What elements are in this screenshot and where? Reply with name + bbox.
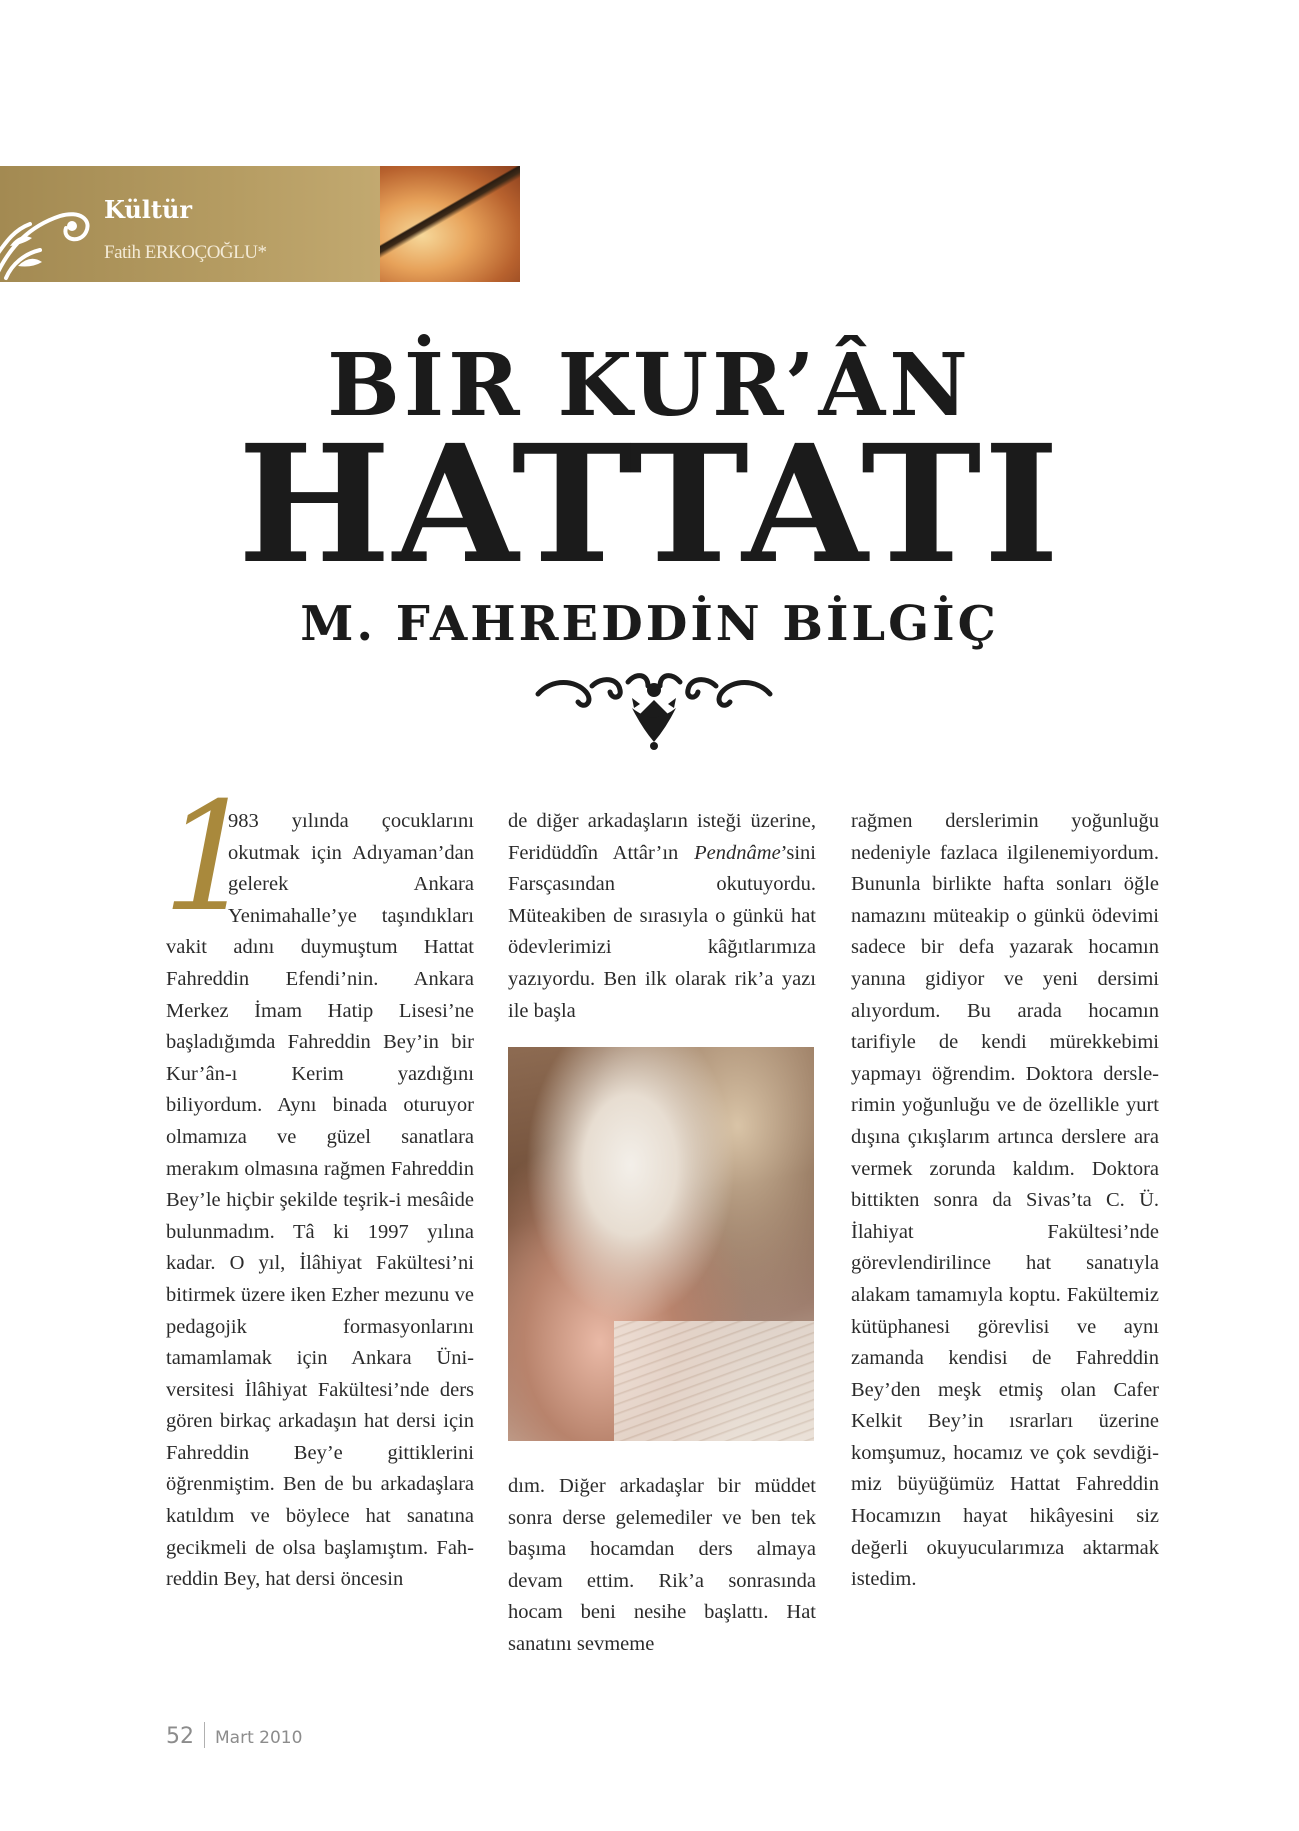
header-pen-image [380, 166, 520, 282]
footer-divider [204, 1722, 205, 1748]
drop-cap: 1 [162, 771, 258, 945]
calligrapher-photo [508, 1047, 814, 1441]
text-run: de diğer arkadaşların isteği üzerine, Feridüddîn Attâr’ın [508, 810, 816, 864]
article-column-1 [162, 771, 474, 1596]
article-paragraph: 983 yılında çocuklarını okutmak için Adıyaman’dan gelerek Ankara Yenimahalle’ye taşındıkları vakit adını duymuştum Hattat Fahreddin Efendi’nin. Ankara Merkez İmam Hatip Lisesi’ne başladığımda Fahreddin Bey’in bir Kur’ân-ı Kerim yazdığını biliyordum. Aynı binada oturuyor olmamıza ve güzel sanatlara merakım olmasına rağmen Fahreddin Bey’le hiçbir şekilde teşrik-i mesâide bulunmadım. Tâ ki 1997 yılına kadar. O yıl, İlâhiyat Fakültesi’ni bitirmek üzere iken Ezher mezunu ve pedagojik formasyonlarını tamamlamak için Ankara Üniversitesi İlâhiyat Fakültesi’nde ders gören birkaç arkadaşın hat dersi için Fahreddin Bey’e gittiklerini öğrenmiştim. Ben de bu arkadaşlara katıldım ve böylece hat sanatına gecikmeli de olsa başlamıştım. Fahreddin Bey, hat dersi öncesin [166, 810, 474, 1591]
photo-paper-detail [614, 1321, 814, 1441]
article-paragraph [508, 806, 816, 1027]
flourish-ornament-icon [0, 186, 96, 282]
author-byline: Fatih ERKOÇOĞLU* [104, 242, 267, 263]
title-subject-name: M. FAHREDDİN BİLGİÇ [300, 596, 999, 652]
emphasized-title: Pendnâme [694, 841, 781, 864]
text-run: ’sini Farsçasından okutuyordu. Müteakiben de sırasıyla o günkü hat ödevlerimizi kâğıtlarımıza yazıyordu. Ben ilk olarak rik’a yazı ile başla [508, 841, 816, 1022]
article-paragraph: dım. Diğer arkadaşlar bir müddet sonra derse gelemediler ve ben tek başıma hocamdan ders almaya devam ettim. Rik’a sonrasında hocam beni nesihe başlattı. Hat sanatını sevmeme [508, 1475, 816, 1655]
title-ornament-icon [532, 664, 776, 750]
section-label: Kültür [104, 195, 193, 224]
article-column-2-continued [508, 1471, 816, 1661]
title-line-2: HATTATI [237, 410, 1062, 600]
article-column-2 [508, 806, 816, 1027]
page-footer [166, 1722, 302, 1749]
page-number: 52 [166, 1724, 194, 1749]
article-paragraph: rağmen derslerimin yoğunluğu nedeniyle fazlaca ilgilenemiyordum. Bununla birlikte hafta sonları öğle namazını müteakip o günkü ödevimi sadece bir defa yazarak hocamın yanına gidiyor ve yeni dersimi alıyordum. Bu arada hocamın tarifiyle de kendi mürekkebimi yapmayı öğrendim. Doktora derslerimin yoğunluğu ve de özellikle yurt dışına çıkışlarım artınca derslere ara vermek zorunda kaldım. Doktora bittikten sonra da Sivas’ta C. Ü. İlahiyat Fakültesi’nde görevlendirilince hat sanatıyla alakam tamamıyla koptu. Fakültemiz kütüphanesi görevlisi ve aynı zamanda kendisi de Fahreddin Bey’den meşk etmiş olan Cafer Kelkit Bey’in ısrarları üzerine komşumuz, hocamız ve çok sevdiğimiz büyüğümüz Hattat Fahreddin Hocamızın hayat hikâyesini siz değerli okuyucularımıza aktarmak istedim. [851, 810, 1159, 1591]
article-column-3 [851, 806, 1159, 1596]
issue-date: Mart 2010 [215, 1728, 303, 1748]
title-line-1: BİR KUR’ÂN [327, 335, 972, 436]
